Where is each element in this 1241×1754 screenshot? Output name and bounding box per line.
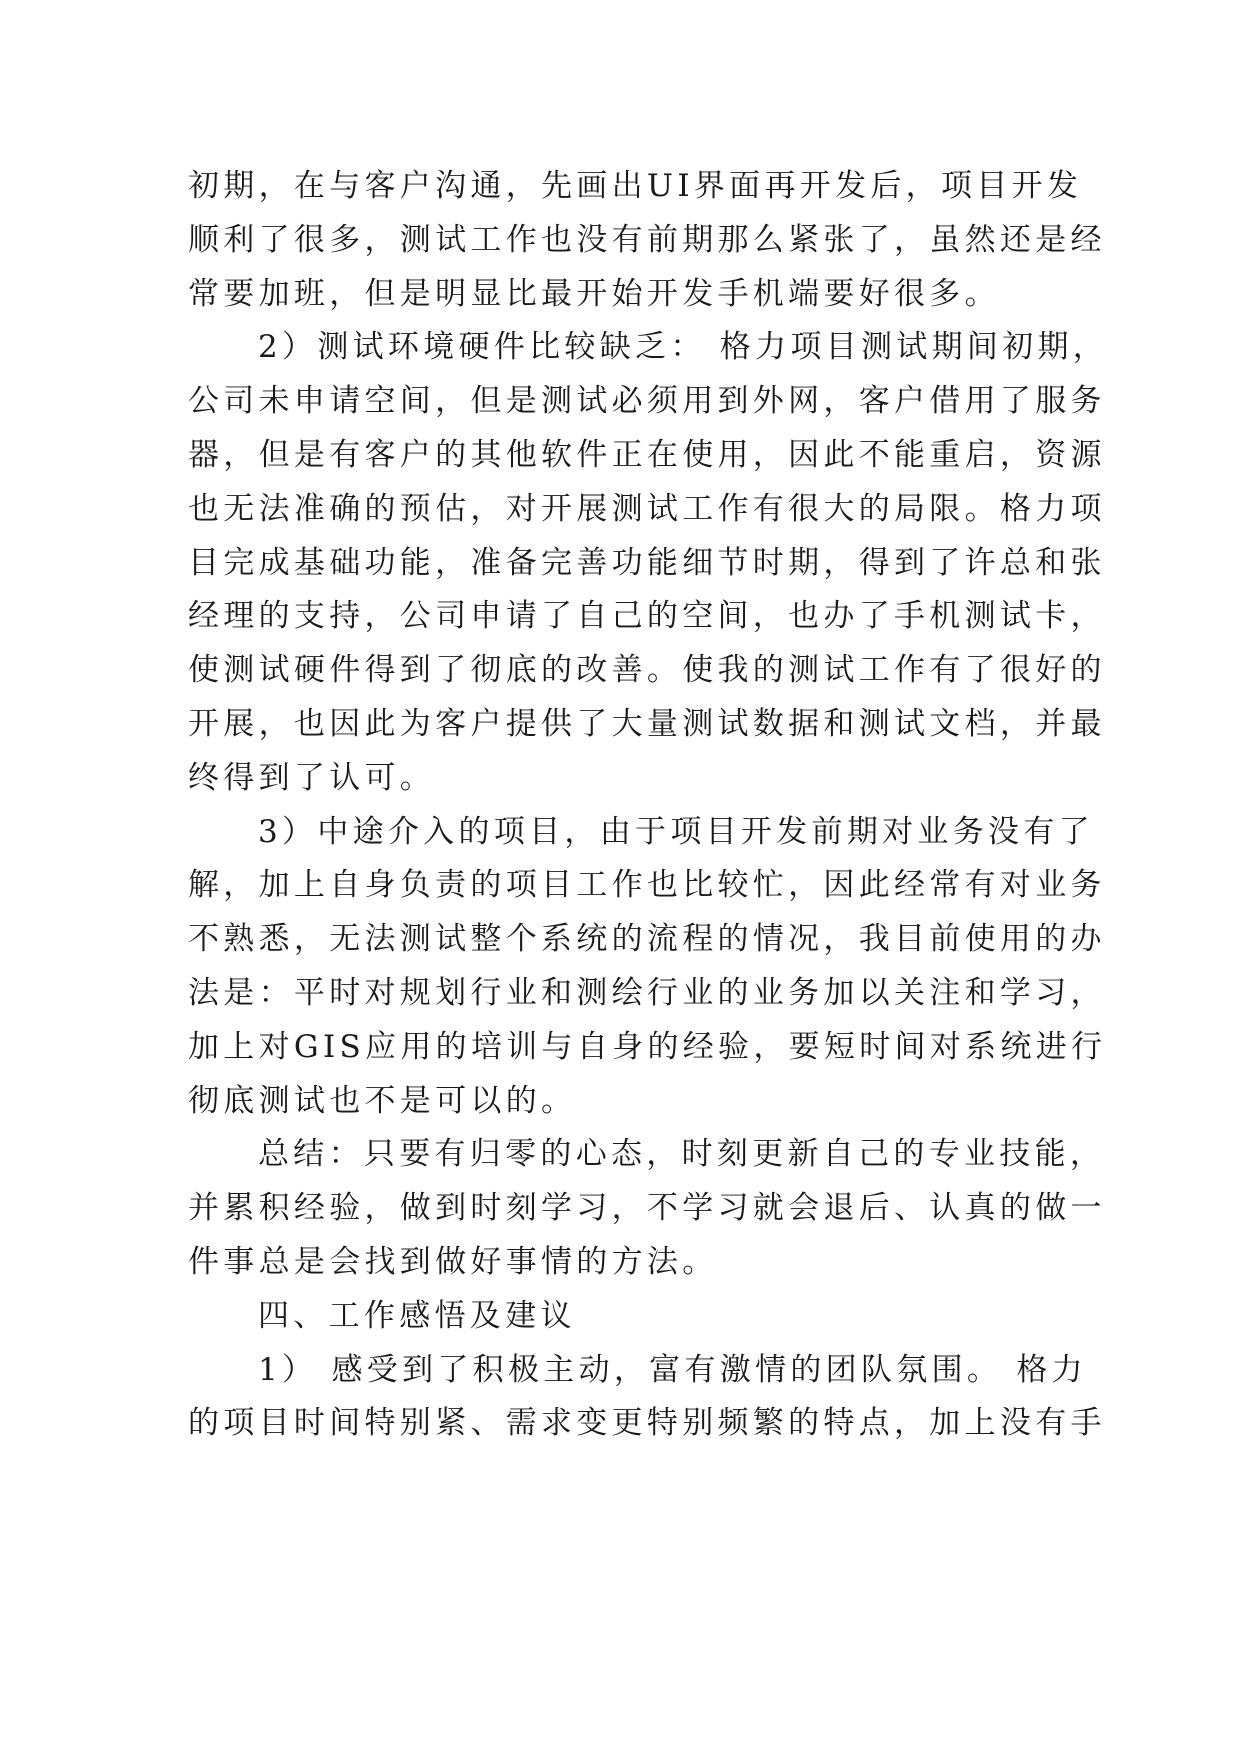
text-line: 器，但是有客户的其他软件正在使用，因此不能重启，资源 bbox=[188, 436, 1106, 473]
text-line: 解，加上自身负责的项目工作也比较忙，因此经常有对业务 bbox=[188, 867, 1106, 904]
text-line: 初期，在与客户沟通，先画出UI界面再开发后，项目开发 bbox=[188, 168, 1083, 204]
text-line: 1） 感受到了积极主动，富有激情的团队氛围。 格力 bbox=[258, 1351, 1087, 1388]
text-line: 3）中途介入的项目，由于项目开发前期对业务没有了 bbox=[258, 813, 1094, 850]
text-line: 公司未申请空间，但是测试必须用到外网，客户借用了服务 bbox=[188, 383, 1106, 420]
text-line: 加上对GIS应用的培训与自身的经验，要短时间对系统进行 bbox=[188, 1028, 1107, 1065]
text-line: 不熟悉，无法测试整个系统的流程的情况，我目前使用的办 bbox=[188, 921, 1106, 958]
paragraph-team-atmosphere bbox=[188, 1344, 1106, 1452]
text-line: 开展，也因此为客户提供了大量测试数据和测试文档，并最 bbox=[188, 705, 1106, 742]
text-line: 2）测试环境硬件比较缺乏： 格力项目测试期间初期， bbox=[258, 329, 1109, 366]
text-line: 也无法准确的预估，对开展测试工作有很大的局限。格力项 bbox=[188, 490, 1106, 527]
document-body bbox=[188, 160, 1109, 1451]
text-line: 常要加班，但是明显比最开始开发手机端要好很多。 bbox=[188, 275, 1000, 312]
section-heading bbox=[188, 1290, 1048, 1344]
text-line: 终得到了认可。 bbox=[188, 759, 436, 796]
text-line: 目完成基础功能，准备完善功能细节时期，得到了许总和张 bbox=[188, 544, 1106, 581]
text-line: 彻底测试也不是可以的。 bbox=[188, 1082, 577, 1119]
paragraph-midway-project bbox=[188, 806, 1107, 1129]
text-line: 并累积经验，做到时刻学习，不学习就会退后、认真的做一 bbox=[188, 1190, 1106, 1227]
text-line: 的项目时间特别紧、需求变更特别频繁的特点，加上没有手 bbox=[188, 1405, 1106, 1442]
text-line: 总结：只要有归零的心态，时刻更新自己的专业技能， bbox=[258, 1136, 1106, 1173]
text-line: 法是：平时对规划行业和测绘行业的业务加以关注和学习， bbox=[188, 974, 1106, 1011]
text-line: 四、工作感悟及建议 bbox=[258, 1297, 576, 1334]
paragraph-summary bbox=[188, 1128, 1106, 1289]
text-line: 使测试硬件得到了彻底的改善。使我的测试工作有了很好的 bbox=[188, 652, 1106, 689]
paragraph-continuation bbox=[188, 160, 1106, 321]
text-line: 件事总是会找到做好事情的方法。 bbox=[188, 1243, 718, 1280]
paragraph-hardware bbox=[188, 321, 1109, 805]
text-line: 经理的支持，公司申请了自己的空间，也办了手机测试卡， bbox=[188, 598, 1106, 635]
text-line: 顺利了很多，测试工作也没有前期那么紧张了，虽然还是经 bbox=[188, 221, 1106, 258]
